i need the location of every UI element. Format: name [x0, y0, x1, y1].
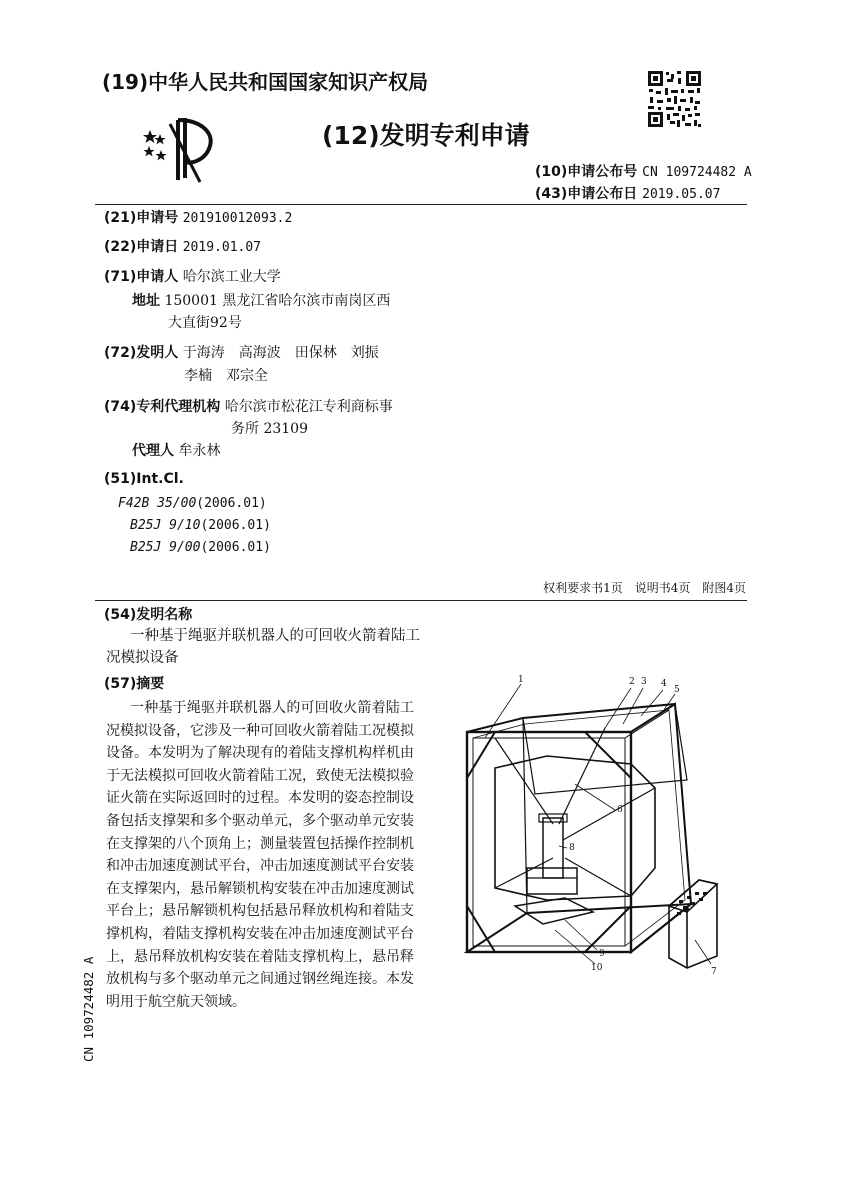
page-counts: 权利要求书1页 说明书4页 附图4页: [543, 581, 746, 595]
ipc-code-3: B25J 9/00(2006.01): [130, 540, 271, 555]
qr-code: [647, 70, 702, 128]
figure-label-10: 10: [591, 963, 603, 973]
figure-label-9: 9: [599, 949, 605, 959]
address: 地址 150001 黑龙江省哈尔滨市南岗区西: [132, 293, 391, 309]
patent-agency-line-2: 务所 23109: [231, 421, 308, 437]
figure-label-3: 3: [641, 677, 647, 687]
figure-label-8: 8: [569, 843, 575, 853]
publication-number-label: (10)申请公布号: [535, 164, 638, 180]
side-publication-id: CN 109724482 A: [81, 956, 96, 1062]
figure-label-5: 5: [674, 685, 680, 695]
applicant: (71)申请人 哈尔滨工业大学: [104, 269, 281, 285]
inventors-line-2: 李楠 邓宗全: [184, 368, 268, 384]
invention-title: 一种基于绳驱并联机器人的可回收火箭着陆工况模拟设备: [106, 628, 420, 666]
publication-number: [535, 161, 752, 181]
abstract-label: (57)摘要: [104, 676, 165, 692]
abstract-figure: [455, 668, 755, 988]
document-type: (12)发明专利申请: [322, 121, 530, 150]
address-line-2: 大直街92号: [168, 315, 242, 331]
body-divider: [95, 600, 747, 601]
publication-number-value: CN 109724482 A: [642, 165, 752, 180]
abstract-text: 一种基于绳驱并联机器人的可回收火箭着陆工况模拟设备，它涉及一种可回收火箭着陆工况模拟设备。本发明为了解决现有的着陆支撑机构样机由于无法模拟可回收火箭着陆工况，致使无法模拟验证火箭在实际返回时的过程。本发明的姿态控制设备包括支撑架和多个驱动单元，多个驱动单元安装在支撑架的八个顶角上；测量装置包括操作控制机和冲击加速度测试平台，冲击加速度测试平台安装在支撑架内，悬吊解锁机构安装在冲击加速度测试平台上；悬吊解锁机构包括悬吊释放机构和着陆支撑机构，着陆支撑机构安装在冲击加速度测试平台上，悬吊释放机构安装在着陆支撑机构上，悬吊释放机构与多个驱动单元之间通过钢丝绳连接。本发明用于航空航天领域。: [106, 700, 414, 1010]
figure-label-6: 6: [617, 805, 623, 815]
header-divider: [95, 204, 747, 205]
inventors: (72)发明人 于海涛 高海波 田保林 刘振: [104, 345, 379, 361]
publication-date-label: (43)申请公布日: [535, 186, 638, 202]
cnipa-logo: [140, 112, 220, 184]
figure-label-1: 1: [518, 675, 524, 685]
invention-title-label: (54)发明名称: [104, 607, 193, 623]
office-name: (19)中华人民共和国国家知识产权局: [102, 70, 429, 94]
figure-label-7: 7: [711, 967, 717, 977]
agent: 代理人 牟永林: [132, 443, 221, 459]
application-date: (22)申请日 2019.01.07: [104, 239, 262, 255]
ipc-code-2: B25J 9/10(2006.01): [130, 518, 271, 533]
application-number: (21)申请号 201910012093.2: [104, 210, 293, 226]
patent-agency: (74)专利代理机构 哈尔滨市松花江专利商标事: [104, 399, 393, 415]
int-cl-label: (51)Int.Cl.: [104, 471, 184, 487]
ipc-code-1: F42B 35/00(2006.01): [118, 496, 267, 511]
publication-date: [535, 183, 720, 203]
figure-label-4: 4: [661, 679, 667, 689]
figure-label-2: 2: [629, 677, 635, 687]
publication-date-value: 2019.05.07: [642, 187, 721, 202]
